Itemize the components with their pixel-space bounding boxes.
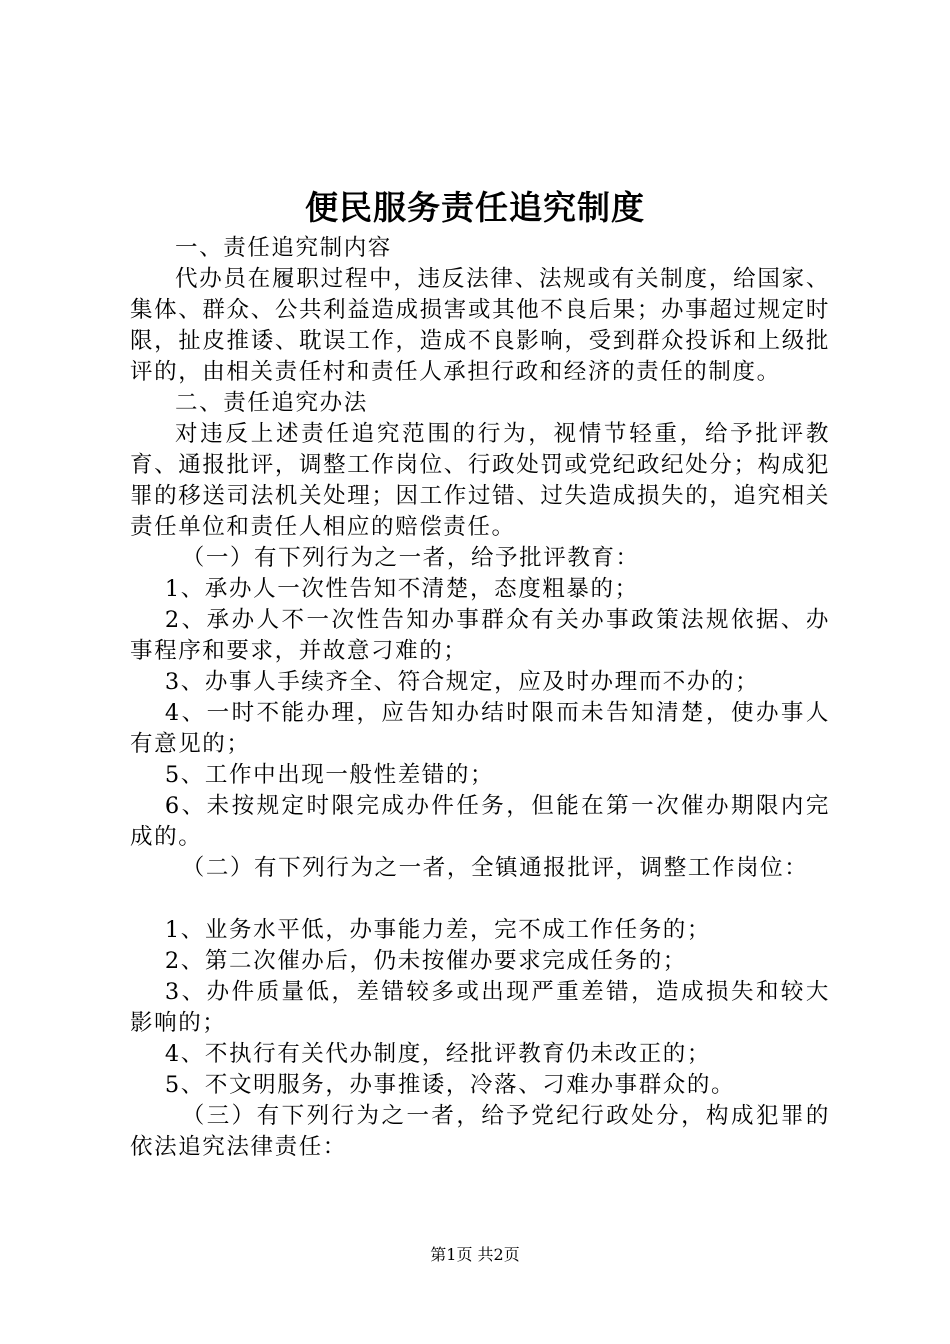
list-item: 2、第二次催办后，仍未按催办要求完成任务的； (164, 948, 687, 974)
paragraph: 代办员在履职过程中，违反法律、法规或有关制度，给国家、集体、群众、公共利益造成损害或其他不良后果；办事超过规定时限，扯皮推诿、耽误工作，造成不良影响，受到群众投诉和上级批评的，由相关责任村和责任人承担行政和经济的责任的制度。 (130, 266, 830, 385)
subsection-heading: （三）有下列行为之一者，给予党纪行政处分，构成犯罪的依法追究法律责任： (130, 1103, 830, 1160)
section-heading: 一、责任追究制内容 (175, 235, 392, 261)
list-item: 1、业务水平低，办事能力差，完不成工作任务的； (164, 917, 711, 943)
page-number-footer: 第1页 共2页 (430, 1245, 520, 1264)
list-item: 1、承办人一次性告知不清楚，态度粗暴的； (164, 576, 639, 602)
list-item: 4、一时不能办理，应告知办结时限而未告知清楚，使办事人有意见的； (130, 700, 830, 757)
subsection-heading: （二）有下列行为之一者，全镇通报批评，调整工作岗位： (181, 855, 809, 881)
list-item: 5、不文明服务，办事推诿，冷落、刁难办事群众的。 (164, 1072, 736, 1098)
list-item: 3、办事人手续齐全、符合规定，应及时办理而不办的； (164, 669, 760, 695)
list-item: 4、不执行有关代办制度，经批评教育仍未改正的； (164, 1041, 711, 1067)
subsection-heading: （一）有下列行为之一者，给予批评教育： (181, 545, 640, 571)
document-body (130, 233, 830, 1163)
list-item: 3、办件质量低，差错较多或出现严重差错，造成损失和较大影响的； (130, 979, 830, 1036)
list-item: 2、承办人不一次性告知办事群众有关办事政策法规依据、办事程序和要求，并故意刁难的； (130, 607, 830, 664)
paragraph: 对违反上述责任追究范围的行为，视情节轻重，给予批评教育、通报批评，调整工作岗位、行政处罚或党纪政纪处分；构成犯罪的移送司法机关处理；因工作过错、过失造成损失的，追究相关责任单位和责任人相应的赔偿责任。 (130, 421, 830, 540)
document-title: 便民服务责任追究制度 (305, 188, 645, 227)
list-item: 5、工作中出现一般性差错的； (164, 762, 495, 788)
list-item: 6、未按规定时限完成办件任务，但能在第一次催办期限内完成的。 (130, 793, 830, 850)
section-heading: 二、责任追究办法 (175, 390, 368, 416)
